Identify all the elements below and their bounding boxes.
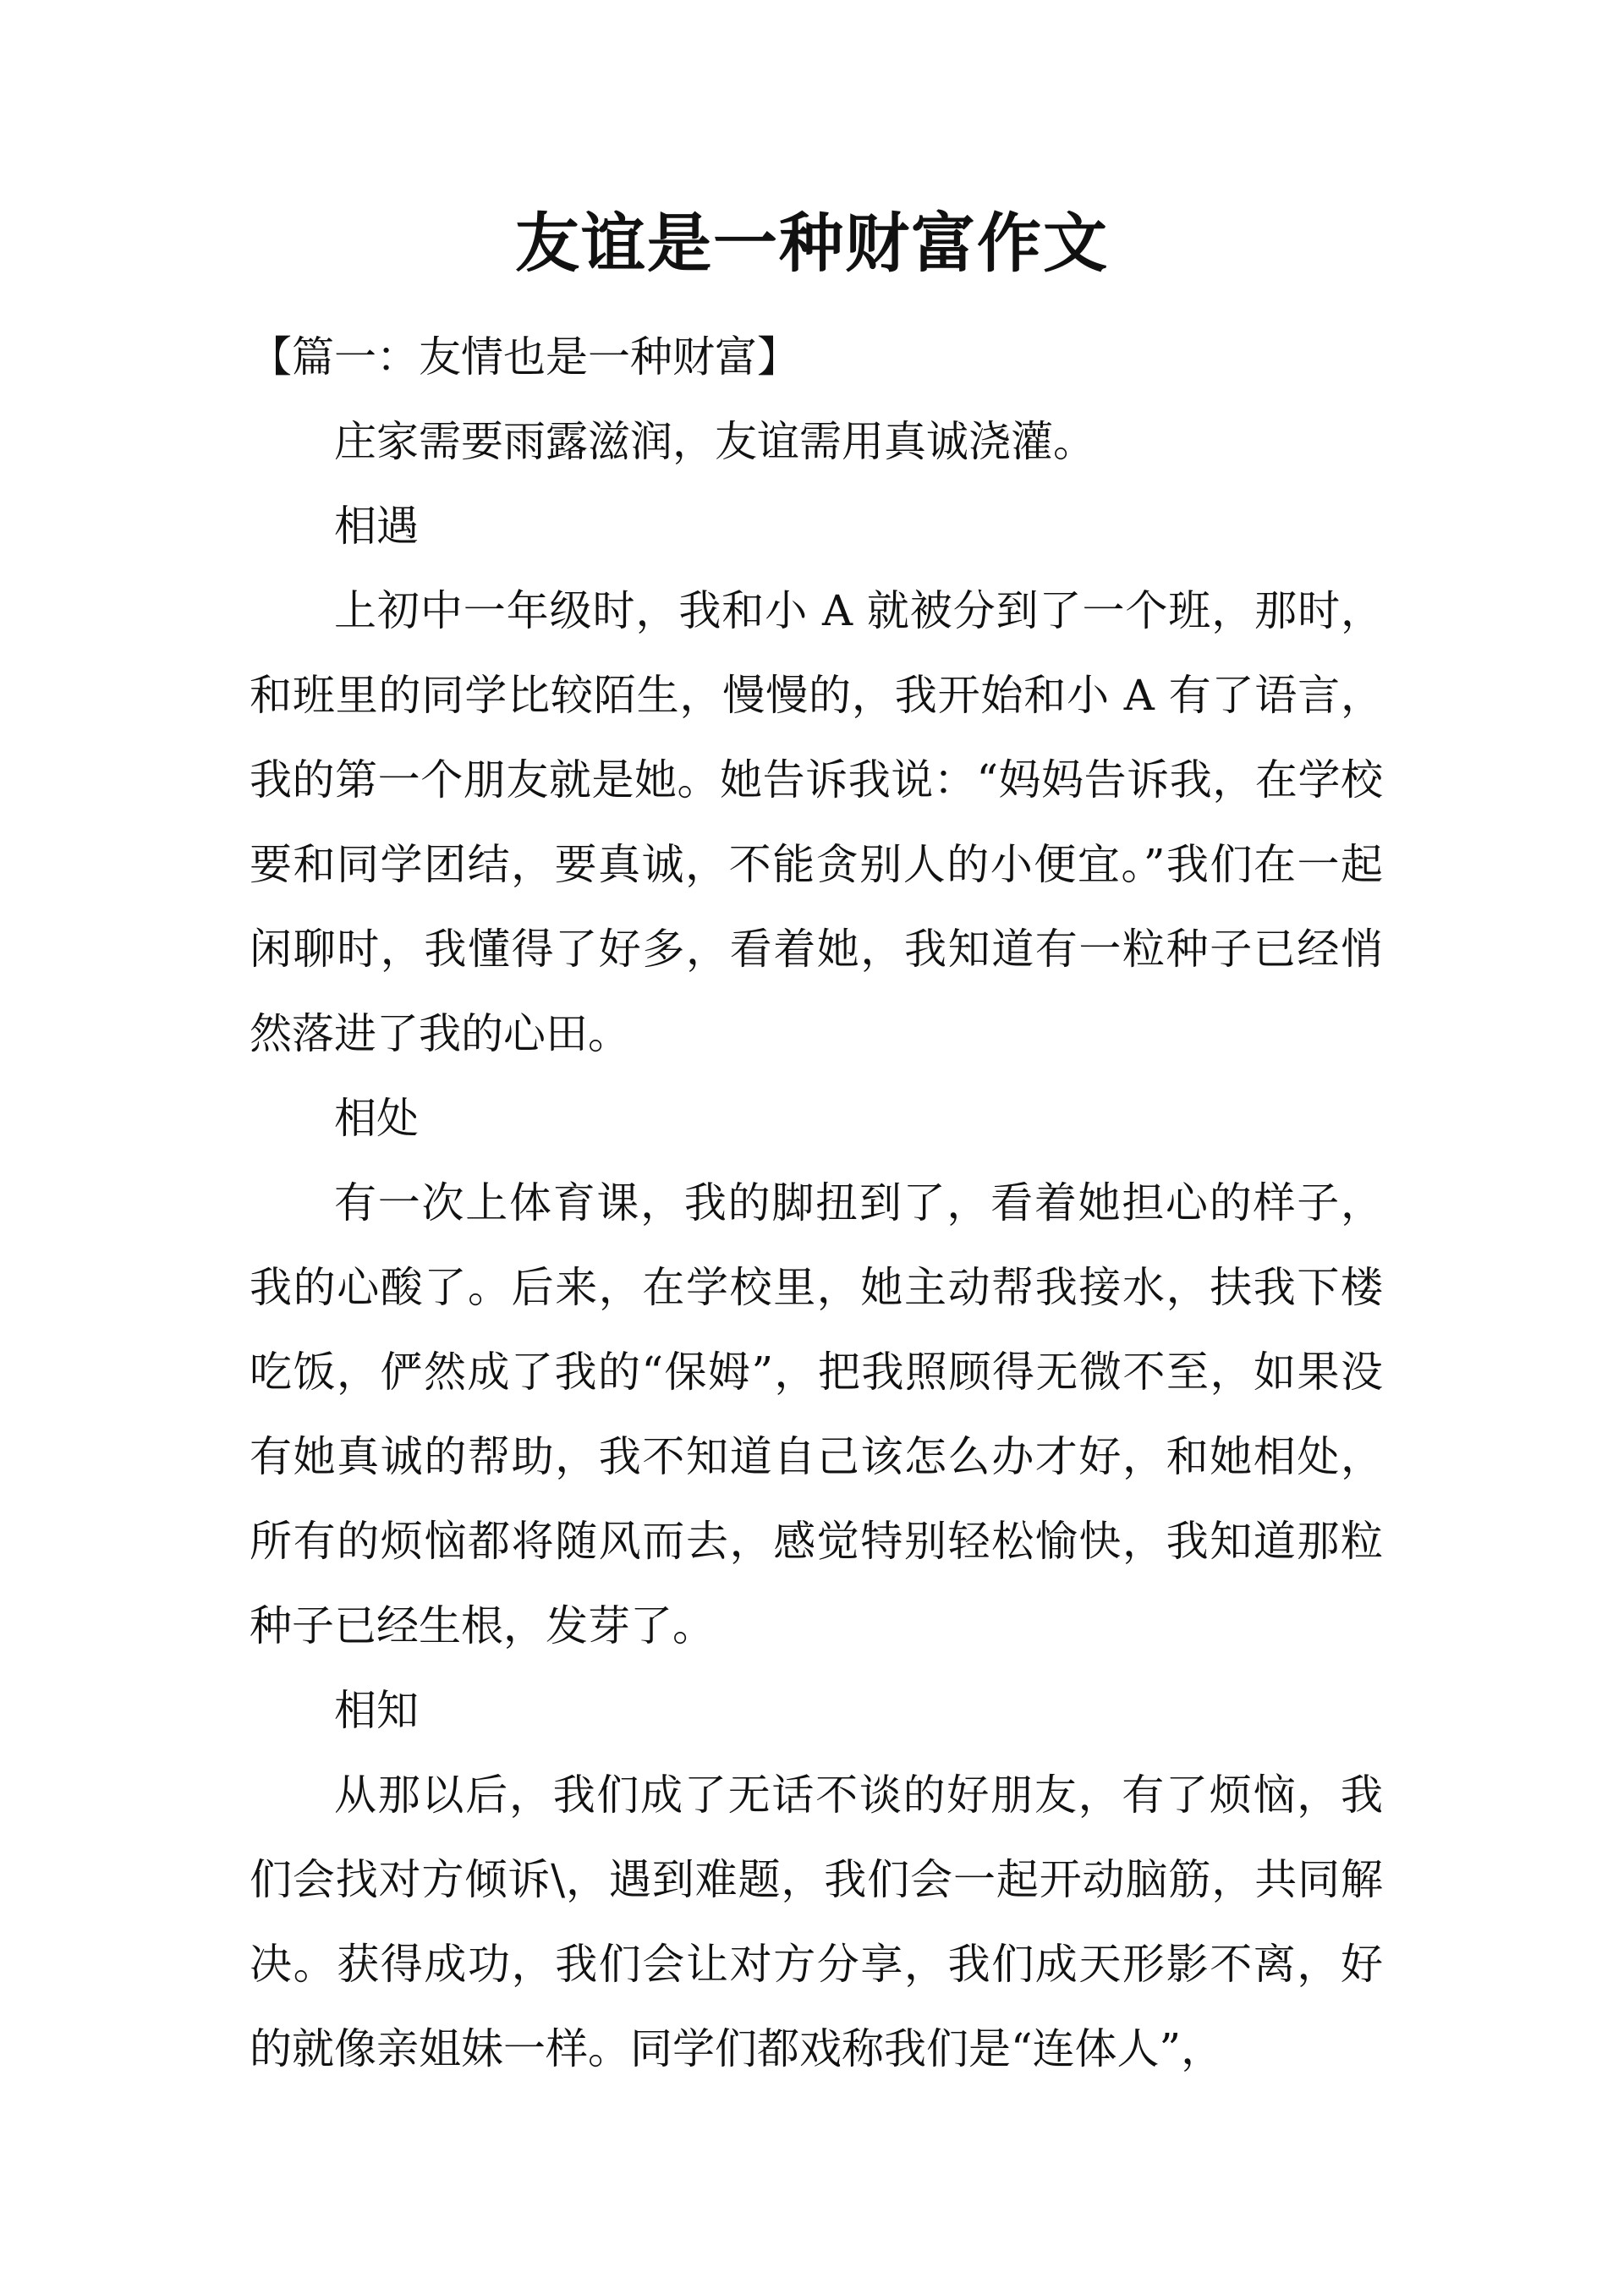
- paragraph-intro: 庄家需要雨露滋润，友谊需用真诚浇灌。: [334, 417, 1095, 466]
- document-body: [250, 315, 1383, 2091]
- paragraph-together: 有一次上体育课，我的脚扭到了，看着她担心的样子，我的心酸了。后来，在学校里，她主动帮我接水，扶我下楼吃饭，俨然成了我的“保姆”，把我照顾得无微不至，如果没有她真诚的帮助，我不知道自己该怎么办才好，和她相处，所有的烦恼都将随风而去，感觉特别轻松愉快，我知道那粒种子已经生根，发芽了。: [250, 1178, 1383, 1650]
- paragraph-meet: 上初中一年级时，我和小 A 就被分到了一个班，那时，和班里的同学比较陌生，慢慢的，我开始和小 A 有了语言，我的第一个朋友就是她。她告诉我说：“妈妈告诉我，在学校要和同学团结，要真诚，不能贪别人的小便宜。”我们在一起闲聊时，我懂得了好多，看着她，我知道有一粒种子已经悄然落进了我的心田。: [250, 586, 1383, 1058]
- section-heading: 【篇一：友情也是一种财富】: [250, 332, 799, 382]
- subheading-together: 相处: [334, 1094, 419, 1143]
- paragraph-understand: 从那以后，我们成了无话不谈的好朋友，有了烦恼，我们会找对方倾诉\，遇到难题，我们会一起开动脑筋，共同解决。获得成功，我们会让对方分享，我们成天形影不离，好的就像亲姐妹一样。同学们都戏称我们是“连体人”，: [250, 1771, 1383, 2073]
- document-title: 友谊是一种财富作文: [515, 206, 1109, 281]
- subheading-understand: 相知: [334, 1686, 419, 1735]
- subheading-meet: 相遇: [334, 502, 419, 551]
